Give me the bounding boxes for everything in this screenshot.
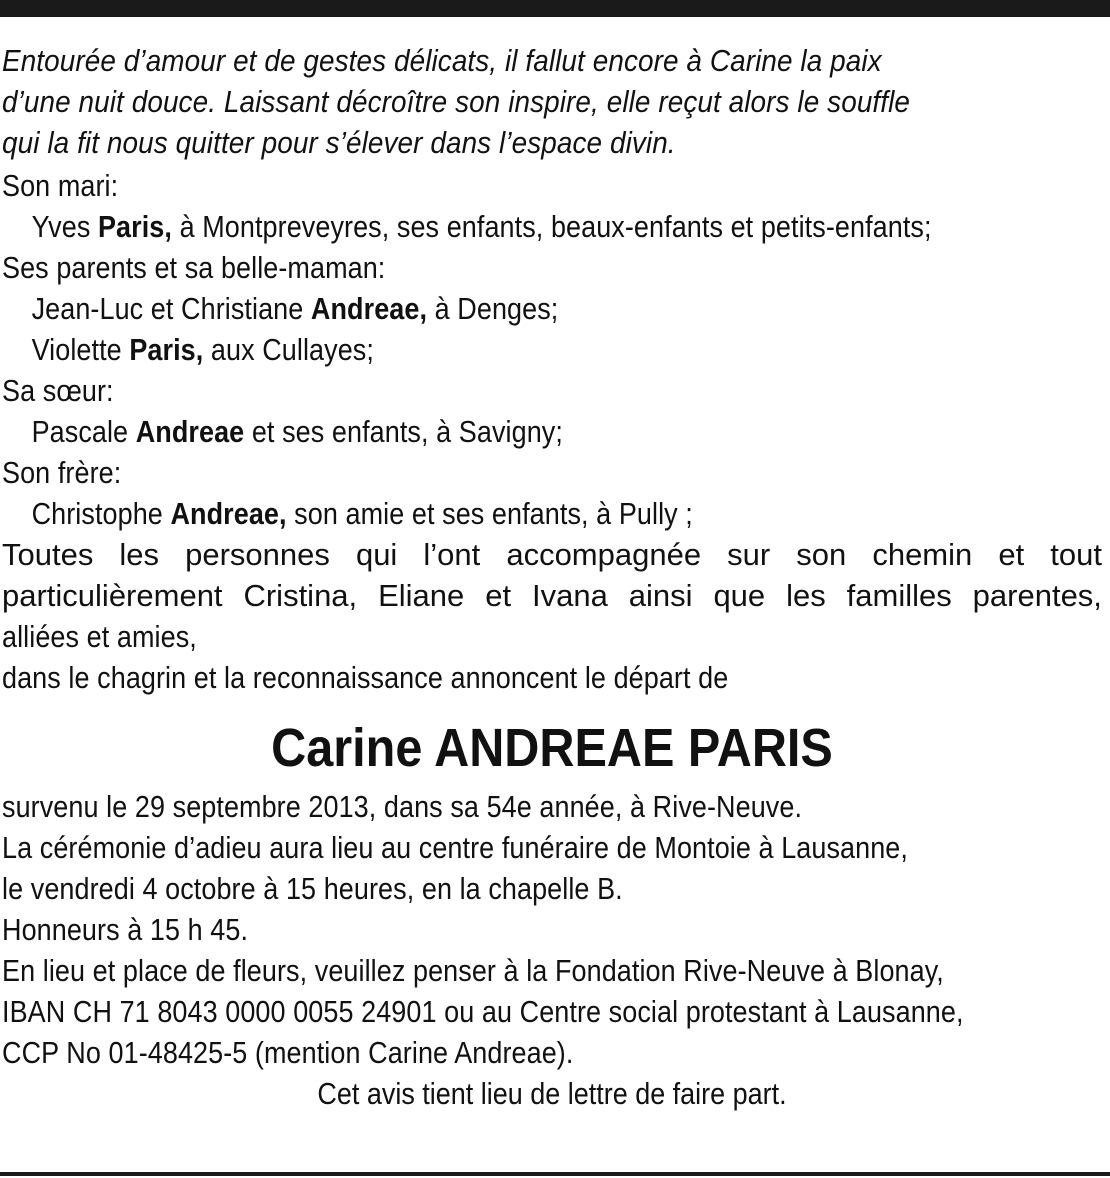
parents-heading: Ses parents et sa belle-maman: (2, 250, 386, 285)
justified-word: Ivana (531, 578, 608, 613)
justified-word: accompagnée (506, 537, 702, 572)
top-rule (0, 0, 1110, 17)
justified-word: familles (846, 578, 952, 613)
details-line: le vendredi 4 octobre à 15 heures, en la chapelle B. (2, 871, 623, 906)
intro-paragraph (2, 40, 1102, 163)
justified-word: l’ont (423, 537, 481, 572)
details-line: Honneurs à 15 h 45. (2, 912, 249, 947)
justified-word: qui (355, 537, 398, 572)
surname: Paris, (129, 332, 204, 367)
husband-entry (2, 206, 959, 247)
surname: Andreae, (170, 496, 287, 531)
justified-word: Toutes (2, 537, 94, 572)
entry-detail: et ses enfants, à Savigny; (244, 414, 563, 449)
given-name: Yves (31, 209, 98, 244)
others-line-justified (2, 534, 1102, 575)
justified-word: et (485, 578, 512, 613)
justified-word: son (796, 537, 847, 572)
details-line: La cérémonie d’adieu aura lieu au centre funéraire de Montoie à Lausanne, (2, 830, 908, 865)
announcement-line: dans le chagrin et la reconnaissance annoncent le départ de (2, 660, 729, 695)
parents-entry (2, 288, 959, 329)
justified-word: parentes, (972, 578, 1102, 613)
intro-line: qui la fit nous quitter pour s’élever dans l’espace divin. (2, 125, 676, 160)
others-line-justified (2, 575, 1102, 616)
closing-note: Cet avis tient lieu de lettre de faire part. (317, 1076, 787, 1111)
justified-word: personnes (185, 537, 330, 572)
given-name: Christophe (31, 496, 171, 531)
details-line: CCP No 01-48425-5 (mention Carine Andreae). (2, 1035, 574, 1070)
justified-word: Cristina, (243, 578, 358, 613)
entry-detail: à Denges; (427, 291, 559, 326)
details-line: IBAN CH 71 8043 0000 0055 24901 ou au Centre social protestant à Lausanne, (2, 994, 964, 1029)
surname: Andreae, (310, 291, 428, 326)
justified-word: les (786, 578, 826, 613)
husband-heading: Son mari: (2, 168, 119, 203)
justified-word: que (713, 578, 766, 613)
bottom-rule (0, 1172, 1110, 1176)
justified-word: Eliane (378, 578, 465, 613)
entry-detail: son amie et ses enfants, à Pully ; (286, 496, 693, 531)
intro-line: d’une nuit douce. Laissant décroître son inspire, elle reçut alors le souffle (2, 84, 911, 119)
brother-entry (2, 493, 959, 534)
given-name: Violette (31, 332, 130, 367)
details-line: En lieu et place de fleurs, veuillez penser à la Fondation Rive-Neuve à Blonay, (2, 953, 944, 988)
given-name: Jean-Luc et Christiane (31, 291, 311, 326)
mother-in-law-entry (2, 329, 959, 370)
others-line: alliées et amies, (2, 619, 197, 654)
justified-word: et (998, 537, 1025, 572)
justified-word: particulièrement (2, 578, 223, 613)
sister-entry (2, 411, 959, 452)
surname: Andreae (135, 414, 245, 449)
justified-word: les (119, 537, 160, 572)
justified-word: tout (1050, 537, 1102, 572)
given-name: Pascale (31, 414, 136, 449)
details-line: survenu le 29 septembre 2013, dans sa 54e année, à Rive-Neuve. (2, 789, 803, 824)
justified-word: chemin (872, 537, 973, 572)
sister-heading: Sa sœur: (2, 373, 114, 408)
deceased-name: Carine ANDREAE PARIS (271, 718, 833, 778)
justified-word: ainsi (628, 578, 693, 613)
entry-detail: à Montpreveyres, ses enfants, beaux-enfants et petits-enfants; (171, 209, 932, 244)
surname: Paris, (97, 209, 172, 244)
brother-heading: Son frère: (2, 455, 122, 490)
obituary-notice (2, 40, 1102, 1114)
intro-line: Entourée d’amour et de gestes délicats, il fallut encore à Carine la paix (2, 43, 882, 78)
entry-detail: aux Cullayes; (203, 332, 374, 367)
justified-word: sur (727, 537, 771, 572)
